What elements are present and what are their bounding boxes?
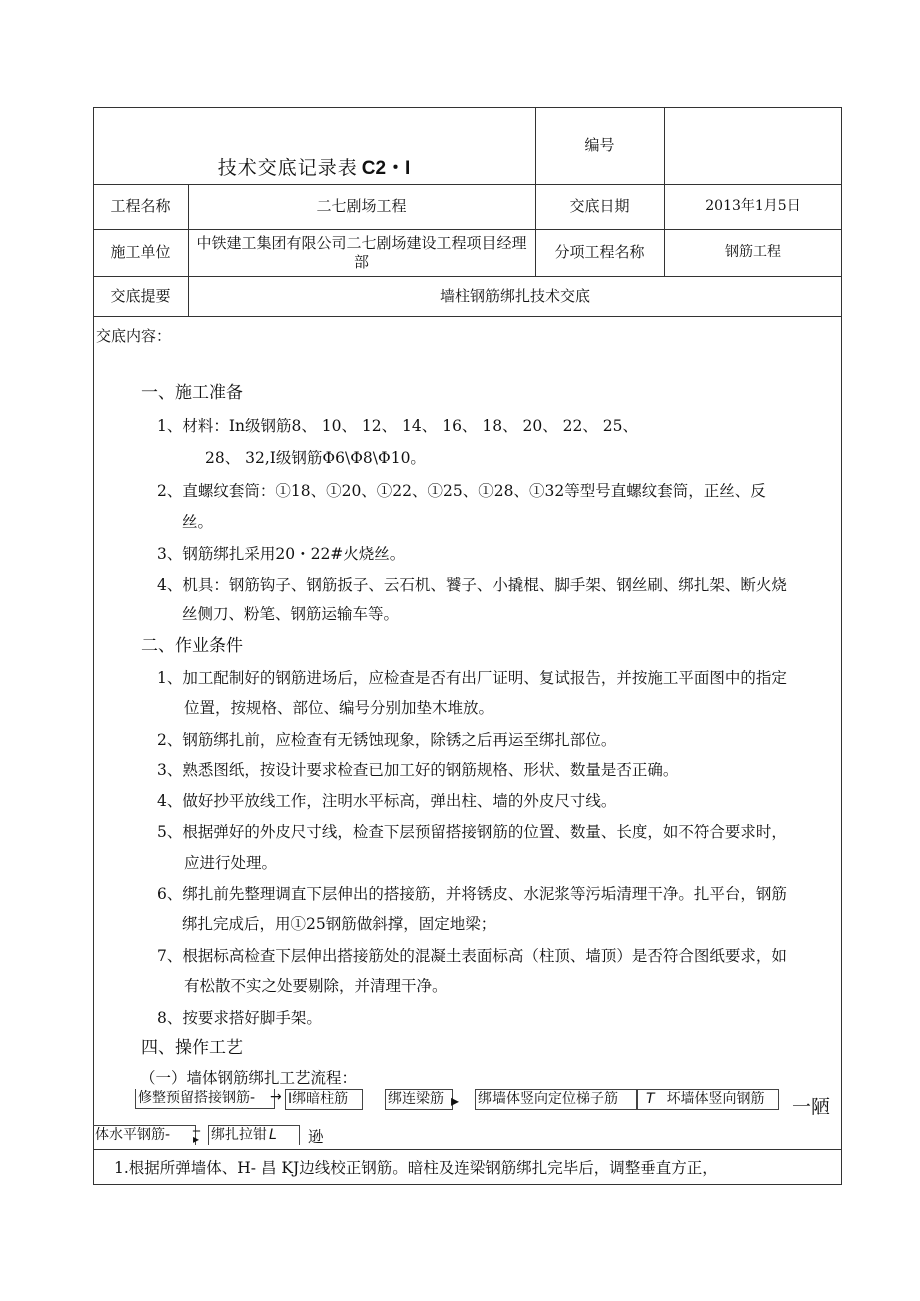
subproject-label: 分项工程名称 (554, 243, 645, 261)
paragraph-line: 有松散不实之处要剔除，并清理干净。 (184, 977, 448, 995)
flow-divider (93, 1149, 842, 1150)
flow-step-hidden-column: I绑暗柱筋 (285, 1089, 363, 1110)
paragraph-line: 2、直螺纹套筒：①18、①20、①22、①25、①28、①32等型号直螺纹套筒，正丝、反 (157, 482, 766, 500)
flow-marker: L (269, 1127, 277, 1143)
flow-tail-text: 一陋 (792, 1096, 831, 1118)
paragraph-line: 4、做好抄平放线工作，注明水平标高，弹出柱、墙的外皮尺寸线。 (157, 792, 617, 810)
paragraph-line: 绑扎完成后，用①25钢筋做斜撑，固定地梁； (182, 915, 497, 933)
date-label: 交底日期 (569, 197, 630, 215)
flow-connector: _ (193, 1116, 200, 1132)
row-line (93, 316, 842, 317)
paragraph-line: 1.根据所弹墙体、H- 昌 KJ边线校正钢筋。暗柱及连梁钢筋绑扎完毕后，调整垂直方正， (114, 1159, 718, 1177)
flow-step-horizontal-bars: 体水平钢筋- (93, 1125, 196, 1145)
summary-value: 墙柱钢筋绑扎技术交底 (439, 286, 590, 305)
paragraph-line: 28、 32,I级钢筋Φ6\Φ8\Φ10。 (205, 449, 426, 467)
section-heading: 四、操作工艺 (141, 1038, 243, 1058)
paragraph-line: 4、机具：钢筋钩子、钢筋扳子、云石机、饕子、小撬棍、脚手架、钢丝刷、绑扎架、断火烧 (157, 576, 787, 594)
paragraph-line: 7、根据标高检查下层伸出搭接筋处的混凝土表面标高（柱顶、墙顶）是否符合图纸要求，如 (157, 947, 787, 965)
paragraph-line: 1、材料：In级钢筋8、 10、 12、 14、 16、 18、 20、 22、 25、 (157, 417, 639, 435)
flow-step-vertical-bars (637, 1089, 779, 1110)
paragraph-line: 丝。 (182, 513, 214, 531)
paragraph-line: 5、根据弹好的外皮尺寸线，检查下层预留搭接钢筋的位置、数量、长度，如不符合要求时， (157, 823, 787, 841)
paragraph-line: 8、按要求搭好脚手架。 (157, 1009, 322, 1027)
flow-step-trim-rebar: 修整预留搭接钢筋- (135, 1089, 275, 1109)
form-code: C2・I (361, 157, 411, 179)
project-label: 工程名称 (110, 197, 171, 215)
subproject-value: 钢筋工程 (725, 244, 781, 260)
flow-arrow-icon: → (270, 1089, 282, 1105)
paragraph-line: 3、钢筋绑扎采用20・22#火烧丝。 (157, 545, 406, 563)
paragraph-line: 3、熟悉图纸，按设计要求检查已加工好的钢筋规格、形状、数量是否正确。 (157, 761, 679, 779)
paragraph-line: 2、钢筋绑扎前，应检查有无锈蚀现象，除锈之后再运至绑扎部位。 (157, 731, 617, 749)
unit-label: 施工单位 (110, 243, 171, 261)
paragraph-line: 6、绑扎前先整理调直下层伸出的搭接筋，并将锈皮、水泥浆等污垢清理干净。扎平台，钢筋 (157, 885, 787, 903)
number-label: 编号 (584, 136, 615, 154)
number-value (664, 107, 842, 184)
paragraph-line: 丝侧刀、粉笔、钢筋运输车等。 (182, 605, 400, 623)
flow-step-tie-bars-label: 绑扎拉钳 (211, 1127, 267, 1143)
project-value: 二七剧场工程 (316, 197, 407, 215)
flow-tail-text: 逊 (308, 1128, 324, 1146)
paragraph-line: 应进行处理。 (184, 854, 278, 872)
flow-step-ladder-bars: 绑墙体竖向定位梯子筋 (475, 1089, 637, 1110)
flow-step-tie-bars (208, 1125, 300, 1145)
paragraph-line: 位置，按规格、部位、编号分别加垫木堆放。 (184, 699, 495, 717)
flow-arrow-icon: ▸ (451, 1091, 460, 1110)
flow-step-vertical-bars-label: 坏墙体竖向钢筋 (666, 1091, 765, 1107)
subsection-heading: （一）墙体钢筋绑扎工艺流程： (140, 1069, 358, 1087)
unit-value: 中铁建工集团有限公司二七剧场建设工程项目经理部 (196, 233, 527, 271)
summary-label: 交底提要 (110, 286, 171, 305)
document-title (93, 150, 535, 186)
title-text: 技术交底记录表 (217, 156, 358, 179)
date-value: 2013年1月5日 (705, 198, 801, 214)
section-heading: 一、施工准备 (141, 383, 243, 403)
flow-arrow-icon: ▸ (193, 1132, 200, 1146)
flow-marker: T (646, 1091, 655, 1107)
content-label: 交底内容： (96, 327, 172, 345)
section-heading: 二、作业条件 (141, 636, 243, 656)
paragraph-line: 1、加工配制好的钢筋进场后，应检查是否有出厂证明、复试报告，并按施工平面图中的指定 (157, 669, 787, 687)
flow-step-coupling-beam: 绑连梁筋 (385, 1089, 453, 1110)
